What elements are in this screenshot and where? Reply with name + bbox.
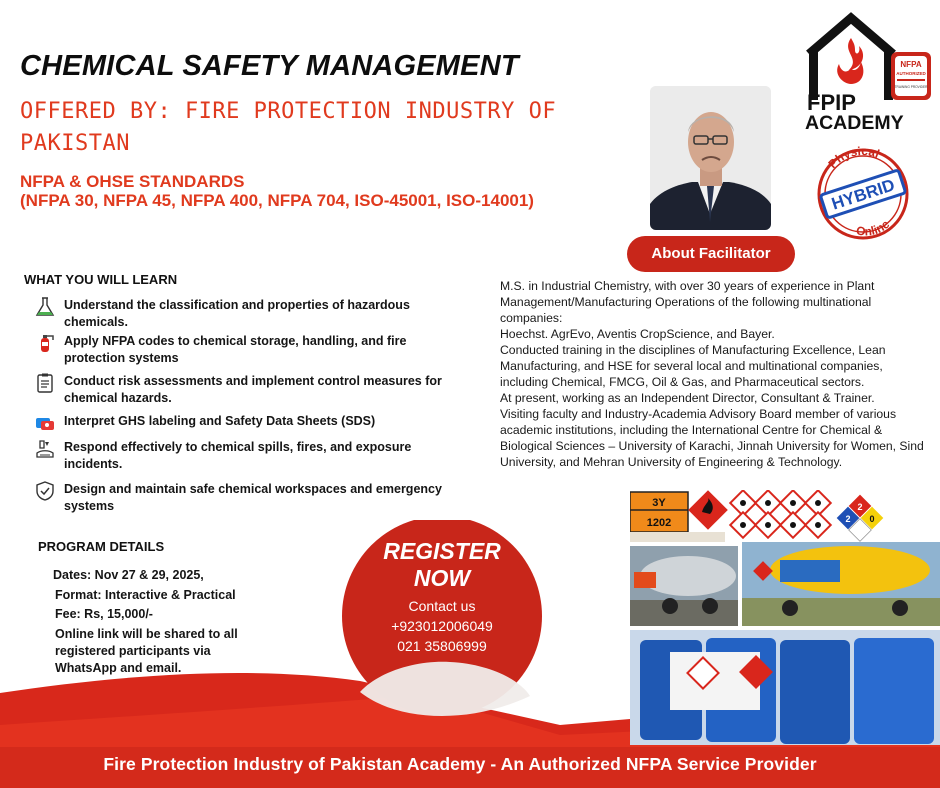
spill-icon <box>34 439 56 459</box>
fpip-academy-logo <box>803 12 938 132</box>
learn-item <box>34 297 454 331</box>
learn-item-text: Interpret GHS labeling and Safety Data Sheets (SDS) <box>64 414 376 428</box>
phone-landline[interactable]: 021 35806999 <box>397 638 487 654</box>
standards-heading: NFPA & OHSE STANDARDS <box>20 172 245 191</box>
learn-item-text: Conduct risk assessments and implement control measures for chemical hazards. <box>64 374 442 405</box>
plate-number: 1202 <box>646 517 672 529</box>
clipboard-icon <box>34 373 56 393</box>
learn-item-text: Apply NFPA codes to chemical storage, handling, and fire protection systems <box>64 334 407 365</box>
svg-text:Physical <box>823 142 884 173</box>
flask-icon <box>34 297 56 317</box>
plate-class: 3Y <box>652 497 666 509</box>
logo-fpip: FPIP <box>807 90 856 115</box>
about-facilitator-button[interactable]: About Facilitator <box>627 236 795 272</box>
contact-info <box>340 596 544 656</box>
program-online-note: Online link will be shared to all registered participants via WhatsApp and email. <box>55 627 238 675</box>
program-format: Format: Interactive & Practical <box>55 588 236 602</box>
facilitator-photo <box>650 86 771 230</box>
learn-item <box>34 481 454 515</box>
hazmat-collage <box>630 490 940 745</box>
standards-list: (NFPA 30, NFPA 45, NFPA 400, NFPA 704, ISO-45001, ISO-14001) <box>20 191 534 210</box>
badge-training-provider: TRAINING PROVIDER <box>894 85 928 89</box>
program-heading: PROGRAM DETAILS <box>38 539 165 554</box>
offered-by: OFFERED BY: FIRE PROTECTION INDUSTRY OF PAKISTAN <box>20 99 557 156</box>
learn-item-text: Understand the classification and properties of hazardous chemicals. <box>64 298 410 329</box>
phone-mobile[interactable]: +923012006049 <box>391 618 493 634</box>
learn-item-text: Respond effectively to chemical spills, fires, and exposure incidents. <box>64 440 412 471</box>
learn-item <box>34 413 454 433</box>
register-line1: REGISTER <box>383 538 501 564</box>
page-title: CHEMICAL SAFETY MANAGEMENT <box>20 50 519 82</box>
program-dates: Dates: Nov 27 & 29, 2025, <box>53 568 204 582</box>
learn-heading: WHAT YOU WILL LEARN <box>24 272 178 287</box>
facilitator-bio <box>500 278 930 470</box>
fire-extinguisher-icon <box>34 333 56 353</box>
nfpa-health: 2 <box>845 514 851 524</box>
stamp-physical: Physical <box>825 143 882 172</box>
learn-item <box>34 333 454 367</box>
register-now[interactable] <box>340 538 544 592</box>
learn-item <box>34 439 454 473</box>
stamp-online: Online <box>855 217 893 239</box>
logo-academy: ACADEMY <box>805 112 904 132</box>
register-line2: NOW <box>413 565 471 591</box>
learn-item-text: Design and maintain safe chemical workspaces and emergency systems <box>64 482 442 513</box>
badge-authorized: AUTHORIZED <box>896 71 926 76</box>
contact-label: Contact us <box>408 598 476 614</box>
hybrid-stamp <box>808 142 918 242</box>
learn-item <box>34 373 454 407</box>
stamp-hybrid: HYBRID <box>829 175 898 214</box>
badge-nfpa: NFPA <box>900 60 922 69</box>
shield-icon <box>34 481 56 501</box>
standards <box>20 172 540 210</box>
program-fee: Fee: Rs, 15,000/- <box>55 607 153 621</box>
label-icon <box>34 413 56 433</box>
nfpa-flammability: 2 <box>857 502 863 512</box>
nfpa-704-diamond <box>837 495 884 542</box>
ghs-pictograms <box>730 490 830 537</box>
footer-tagline: Fire Protection Industry of Pakistan Academy - An Authorized NFPA Service Provider <box>103 754 817 774</box>
nfpa-instability: 0 <box>869 514 875 524</box>
facilitator-bio-text: M.S. in Industrial Chemistry, with over 30 years of experience in Plant Management/Manufacturing Operations of the following multinational companies: Hoechst. AgrEvo, Aventis CropScience, and Bayer. Conducted training in the disciplines of Manufacturing Excellence, Lean Manufacturing, and HSE for several local and multinational companies, including Chemical, FMCG, Oil & Gas, and Pharmaceutical sectors. At present, working as an Independent Director, Consultant & Trainer. Visiting faculty and Industry-Academia Advisory Board member of various academic institutions, including the International Centre for Chemical & Biological Sciences – University of Karachi, Jinnah University for Women, Sind University, and Mehran University of Engineering & Technology. <box>500 279 924 469</box>
